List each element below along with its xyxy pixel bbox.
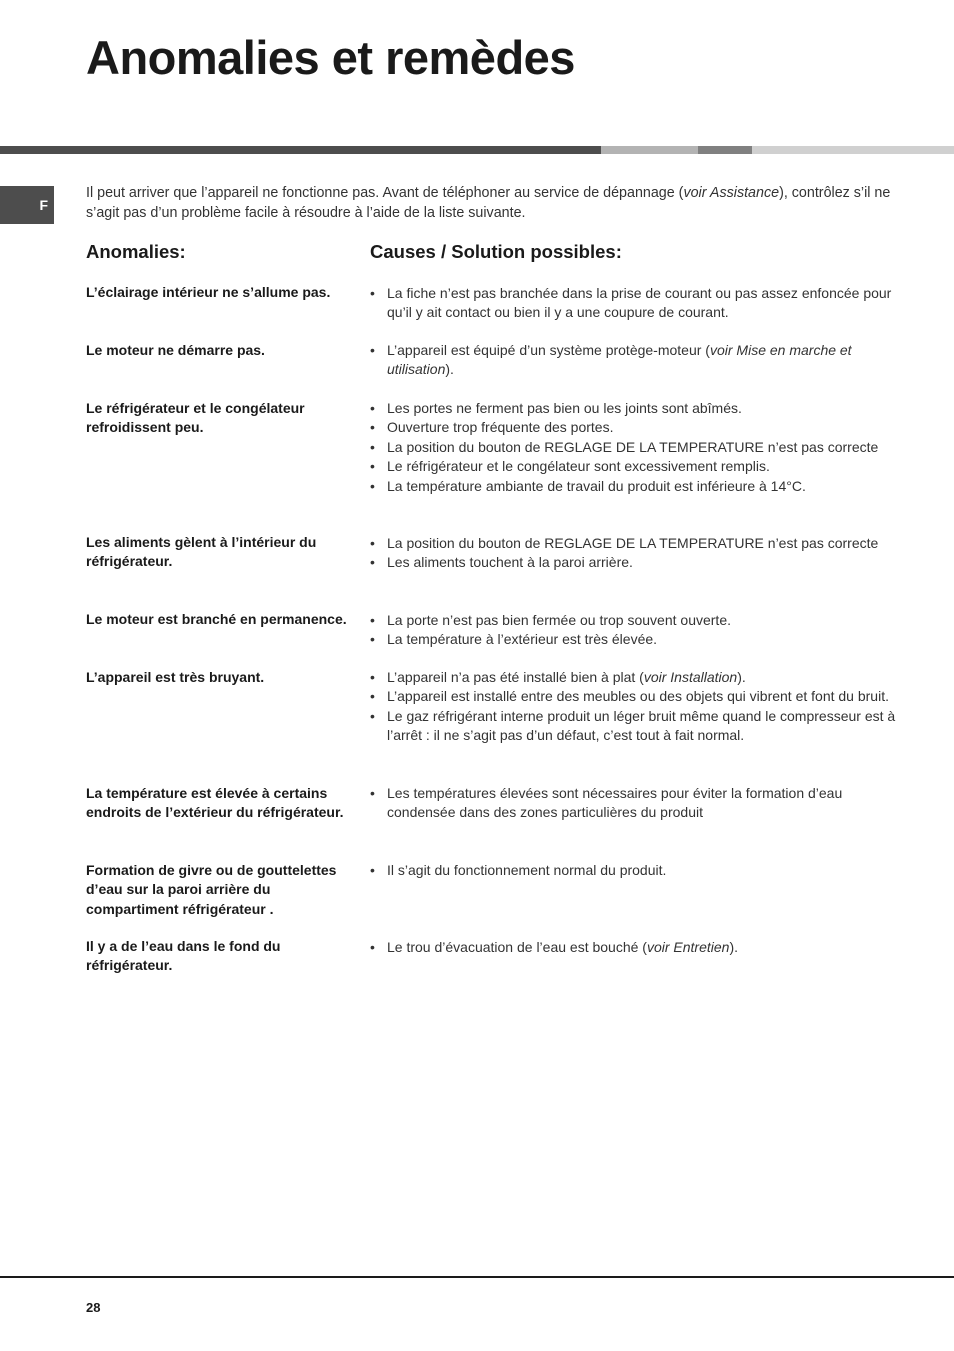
intro-reference: voir Assistance [683, 185, 780, 201]
problem-label: La température est élevée à certains endroits de l’extérieur du réfrigérateur. [86, 785, 344, 821]
cause-item: • La position du bouton de REGLAGE DE LA TEMPERATURE n’est pas correcte [370, 534, 900, 553]
header-rule-dark [0, 146, 601, 154]
cause-text: ). [737, 669, 746, 685]
cause-item [370, 668, 900, 687]
cause-item [370, 341, 900, 380]
cause-item: • Les aliments touchent à la paroi arrière. [370, 553, 900, 572]
cause-item: • Les températures élevées sont nécessaires pour éviter la formation d’eau condensée dans des zones particulières du produit [370, 784, 900, 823]
cause-item: • La position du bouton de REGLAGE DE LA TEMPERATURE n’est pas correcte [370, 438, 900, 457]
header-rule-light [601, 146, 698, 154]
problem-label: L’appareil est très bruyant. [86, 669, 265, 685]
page-number: 28 [86, 1300, 101, 1315]
cause-item: • L’appareil est installé entre des meubles ou des objets qui vibrent et font du bruit. [370, 687, 900, 706]
anomalies-heading: Anomalies: [86, 241, 186, 262]
cause-item: • La température à l’extérieur est très élevée. [370, 630, 900, 649]
cause-text: Le trou d’évacuation de l’eau est bouché ( [387, 939, 647, 955]
causes-list [370, 284, 900, 323]
header-rule-mid [698, 146, 752, 154]
problem-label: L’éclairage intérieur ne s’allume pas. [86, 284, 331, 300]
cause-item: • La fiche n’est pas branchée dans la prise de courant ou pas assez enfoncée pour qu’il y ait contact ou bien il y a une coupure de courant. [370, 284, 900, 323]
cause-item: • Les portes ne ferment pas bien ou les joints sont abîmés. [370, 399, 900, 418]
causes-list [370, 611, 900, 650]
cause-reference: voir Entretien [646, 939, 730, 955]
page-title: Anomalies et remèdes [86, 31, 575, 84]
cause-reference: voir Installation [643, 669, 738, 685]
problem-label: Le moteur est branché en permanence. [86, 611, 347, 627]
cause-text: ). [445, 361, 454, 378]
cause-item: • La température ambiante de travail du produit est inférieure à 14°C. [370, 477, 900, 496]
causes-list [370, 784, 900, 823]
cause-item: • Ouverture trop fréquente des portes. [370, 418, 900, 437]
cause-item [370, 938, 900, 957]
cause-text: L’appareil n’a pas été installé bien à plat ( [387, 669, 644, 685]
intro-text-start: Il peut arriver que l’appareil ne fonctionne pas. Avant de téléphoner au service de dépannage ( [86, 185, 684, 201]
problem-label: Formation de givre ou de gouttelettes d’eau sur la paroi arrière du compartiment réfrigérateur . [86, 862, 337, 917]
causes-list [370, 938, 900, 957]
cause-item: • Le réfrigérateur et le congélateur sont excessivement remplis. [370, 457, 900, 476]
cause-text: L’appareil est équipé d’un système protège-moteur ( [387, 342, 710, 358]
problem-label: Il y a de l’eau dans le fond du réfrigérateur. [86, 938, 281, 974]
problem-label: Les aliments gèlent à l’intérieur du réfrigérateur. [86, 534, 317, 570]
cause-item: • La porte n’est pas bien fermée ou trop souvent ouverte. [370, 611, 900, 630]
problem-label: Le moteur ne démarre pas. [86, 342, 265, 358]
cause-item: • Le gaz réfrigérant interne produit un léger bruit même quand le compresseur est à l’arrêt : il ne s’agit pas d’un défaut, c’est tout à fait normal. [370, 707, 900, 746]
causes-heading: Causes / Solution possibles: [370, 241, 622, 262]
causes-list [370, 399, 900, 496]
header-rule-pale [752, 146, 954, 154]
cause-reference: voir Mise en marche et utilisation [387, 342, 852, 378]
problem-label: Le réfrigérateur et le congélateur refroidissent peu. [86, 400, 305, 436]
causes-list [370, 341, 900, 380]
intro-paragraph [86, 184, 896, 223]
cause-text: ). [729, 939, 739, 955]
footer-rule [0, 1276, 954, 1278]
intro-text-end: ), contrôlez s’il ne s’agit pas d’un problème facile à résoudre à l’aide de la liste suivante. [86, 185, 891, 221]
causes-list [370, 668, 900, 746]
cause-item: • Il s’agit du fonctionnement normal du produit. [370, 861, 900, 880]
language-tab: F [0, 186, 54, 224]
causes-list [370, 861, 900, 880]
causes-list [370, 534, 900, 573]
